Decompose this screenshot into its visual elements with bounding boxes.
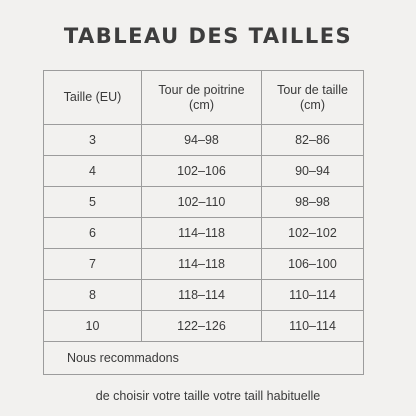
table-row — [44, 187, 364, 218]
header-size-label: Taille (EU) — [63, 90, 122, 104]
recommendation-note: Nous recommadons — [44, 342, 364, 375]
cell-size: 6 — [44, 218, 142, 249]
cell-waist: 98–98 — [262, 187, 364, 218]
header-waist-unit: (cm) — [300, 97, 325, 112]
cell-chest: 118–114 — [142, 280, 262, 311]
cell-chest: 114–118 — [142, 249, 262, 280]
cell-waist: 110–114 — [262, 280, 364, 311]
cell-chest: 102–106 — [142, 156, 262, 187]
recommendation-footer: de choisir votre taille votre taill habituelle — [95, 389, 321, 403]
cell-size: 5 — [44, 187, 142, 218]
header-waist — [262, 71, 364, 125]
cell-chest: 122–126 — [142, 311, 262, 342]
table-row — [44, 156, 364, 187]
table-row — [44, 218, 364, 249]
cell-waist: 82–86 — [262, 125, 364, 156]
cell-size: 4 — [44, 156, 142, 187]
header-chest-label: Tour de poitrine — [158, 82, 245, 97]
table-note-row — [44, 342, 364, 375]
cell-size: 7 — [44, 249, 142, 280]
cell-waist: 106–100 — [262, 249, 364, 280]
header-chest — [142, 71, 262, 125]
cell-waist: 102–102 — [262, 218, 364, 249]
header-size — [44, 71, 142, 125]
cell-waist: 110–114 — [262, 311, 364, 342]
size-table — [43, 70, 364, 375]
cell-size: 8 — [44, 280, 142, 311]
table-row — [44, 311, 364, 342]
table-row — [44, 249, 364, 280]
cell-waist: 90–94 — [262, 156, 364, 187]
table-row — [44, 125, 364, 156]
page-title: TABLEAU DES TAILLES — [63, 24, 353, 48]
cell-chest: 102–110 — [142, 187, 262, 218]
cell-size: 3 — [44, 125, 142, 156]
cell-size: 10 — [44, 311, 142, 342]
cell-chest: 114–118 — [142, 218, 262, 249]
table-row — [44, 280, 364, 311]
header-waist-label: Tour de taille — [277, 82, 348, 97]
cell-chest: 94–98 — [142, 125, 262, 156]
table-header-row — [44, 71, 364, 125]
header-chest-unit: (cm) — [189, 97, 214, 112]
